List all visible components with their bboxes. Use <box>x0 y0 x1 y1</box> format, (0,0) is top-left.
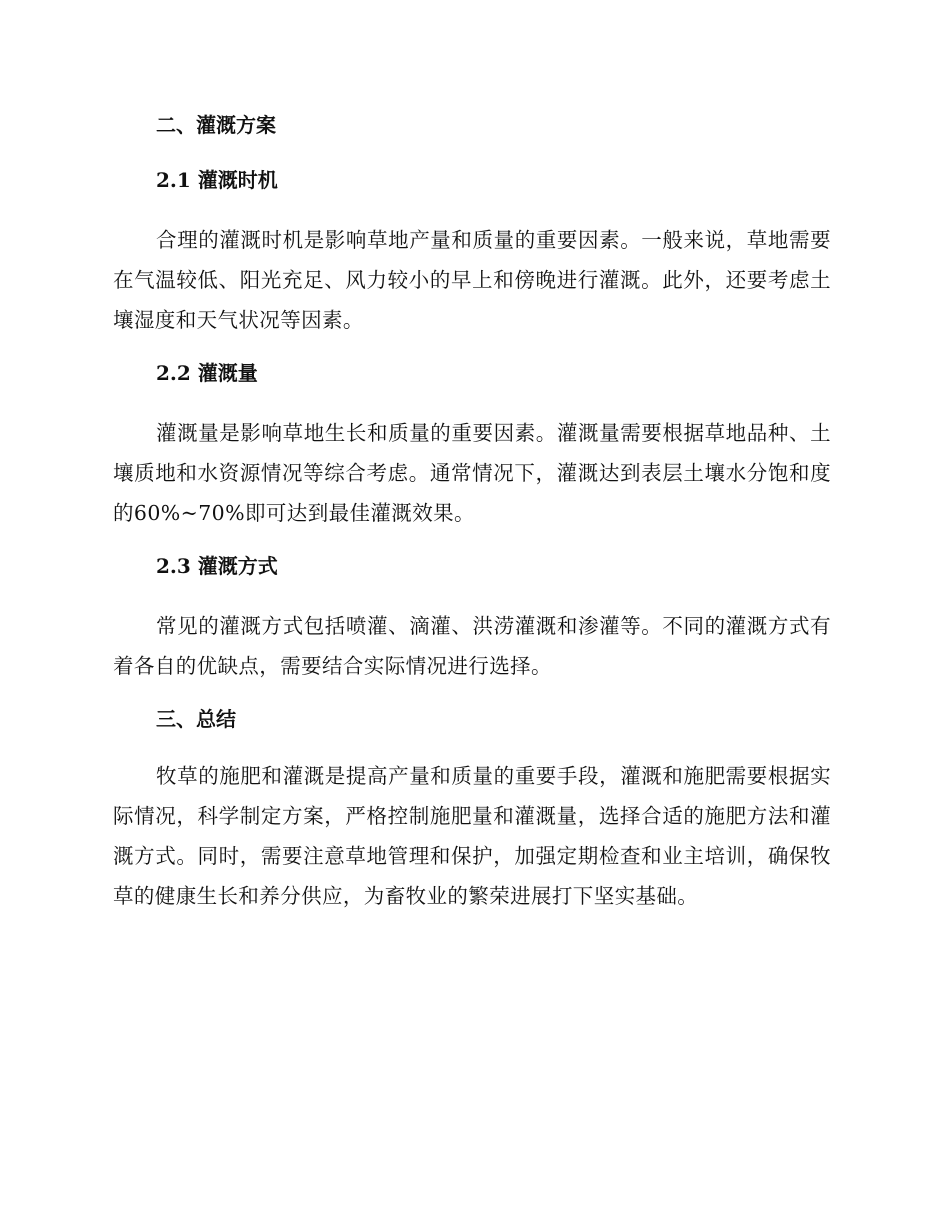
subsection-2-3-heading: 2.3 灌溉方式 <box>156 554 278 578</box>
section-2-heading: 二、灌溉方案 <box>156 113 276 137</box>
subsection-2-1-paragraph: 合理的灌溉时机是影响草地产量和质量的重要因素。一般来说，草地需要在气温较低、阳光充足、风力较小的早上和傍晚进行灌溉。此外，还要考虑土壤湿度和天气状况等因素。 <box>113 228 831 332</box>
section-3-paragraph: 牧草的施肥和灌溉是提高产量和质量的重要手段，灌溉和施肥需要根据实际情况，科学制定方案，严格控制施肥量和灌溉量，选择合适的施肥方法和灌溉方式。同时，需要注意草地管理和保护，加强定期检查和业主培训，确保牧草的健康生长和养分供应，为畜牧业的繁荣进展打下坚实基础。 <box>113 764 831 908</box>
document-body <box>113 110 831 934</box>
subsection-2-2-heading: 2.2 灌溉量 <box>156 361 258 385</box>
subsection-2-1-heading: 2.1 灌溉时机 <box>156 168 278 192</box>
section-3-heading: 三、总结 <box>156 707 236 731</box>
subsection-2-3-paragraph: 常见的灌溉方式包括喷灌、滴灌、洪涝灌溉和渗灌等。不同的灌溉方式有着各自的优缺点，需要结合实际情况进行选择。 <box>113 614 831 678</box>
subsection-2-2-paragraph: 灌溉量是影响草地生长和质量的重要因素。灌溉量需要根据草地品种、土壤质地和水资源情况等综合考虑。通常情况下，灌溉达到表层土壤水分饱和度的60%~70%即可达到最佳灌溉效果。 <box>113 421 831 525</box>
